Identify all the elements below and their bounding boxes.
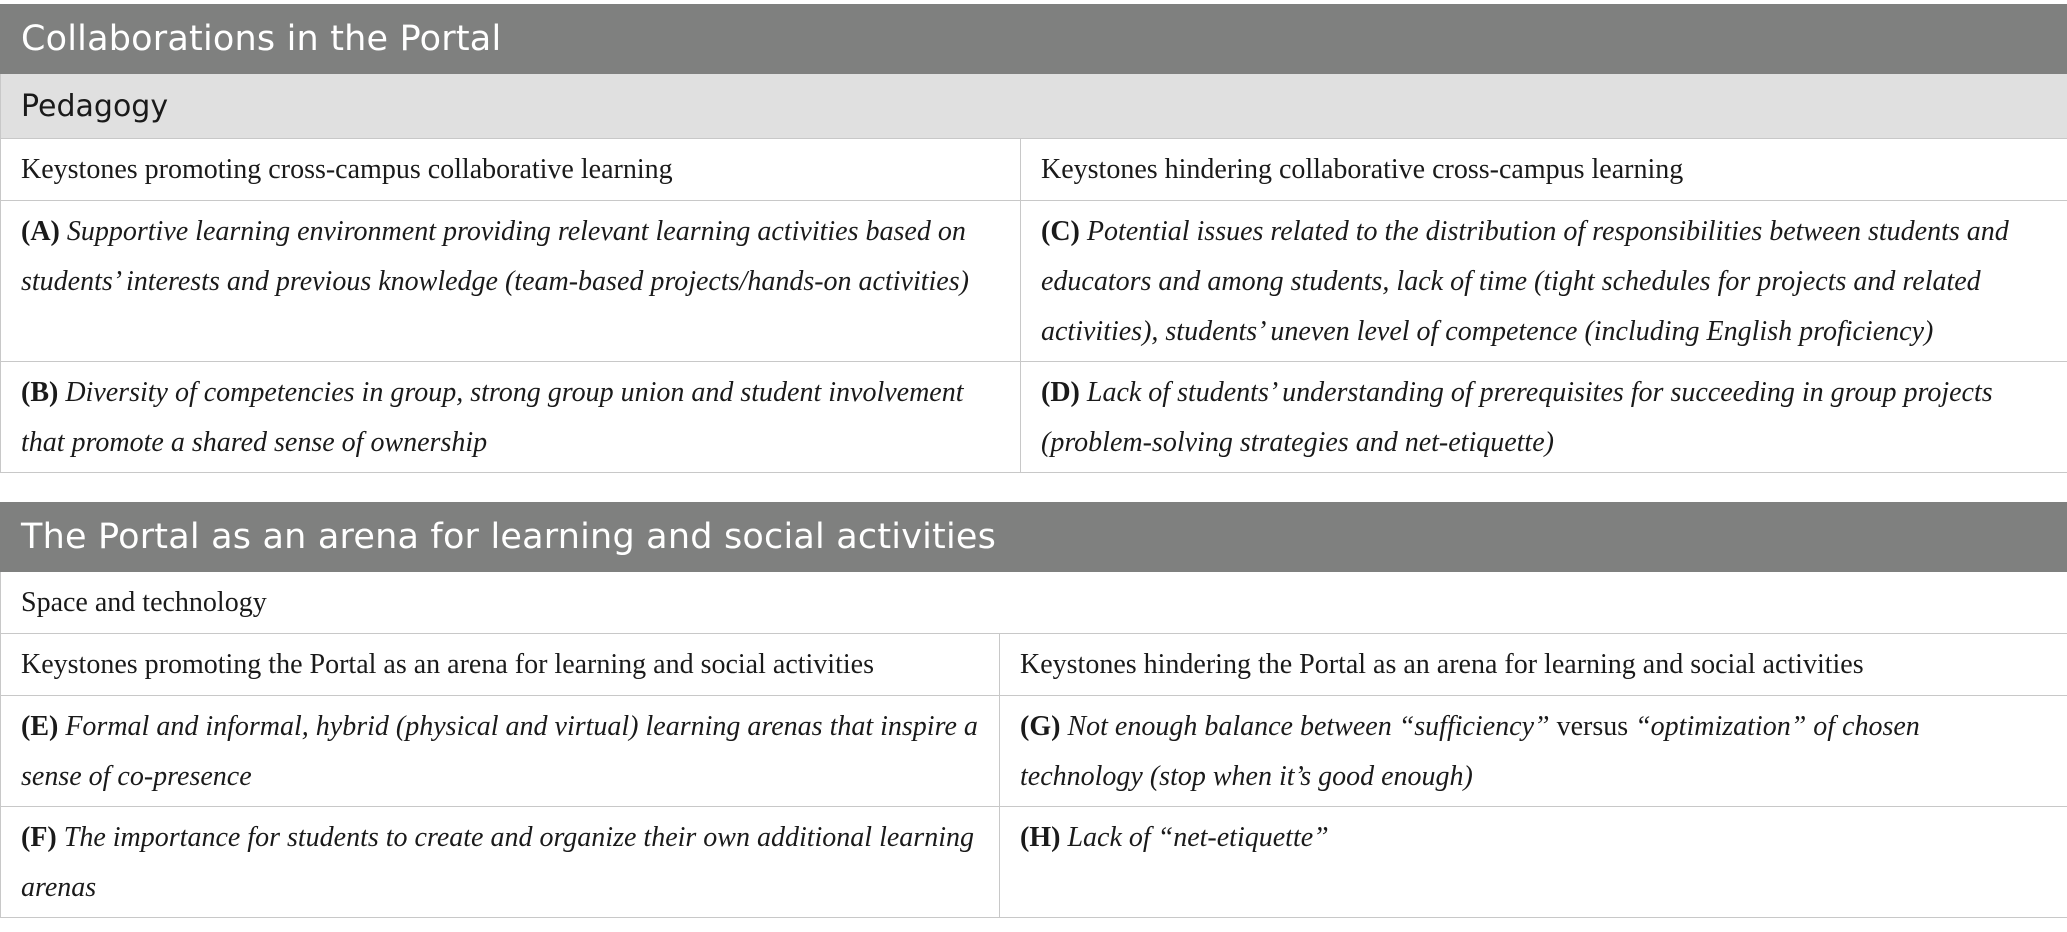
cell-label: (H) — [1020, 822, 1061, 853]
cell-text: Supportive learning environment providing relevant learning activities based on students’ interests and previous knowledge (team-based projects/hands-on activities) — [21, 216, 969, 297]
cell-b — [1, 362, 1021, 473]
table-row — [1, 696, 2067, 807]
subtitle-row — [1, 74, 2067, 139]
column-header-promoting: Keystones promoting the Portal as an arena for learning and social activities — [1, 634, 1000, 696]
column-header-row — [1, 139, 2067, 201]
cell-text: “optimization” of chosen technology (stop when it’s good enough) — [1020, 711, 1920, 792]
section-title-row — [1, 5, 2067, 74]
column-header-hindering: Keystones hindering collaborative cross-campus learning — [1021, 139, 2067, 201]
cell-g — [1000, 696, 2067, 807]
section-subtitle: Pedagogy — [1, 74, 2067, 139]
cell-label: (E) — [21, 711, 59, 742]
column-header-row — [1, 634, 2067, 696]
cell-h — [1000, 807, 2067, 918]
cell-text: Potential issues related to the distribution of responsibilities between students and educators and among students, lack of time (tight schedules for projects and related activities), students’ uneven level of competence (including English proficiency) — [1041, 216, 2009, 347]
cell-text: Diversity of competencies in group, strong group union and student involvement that promote a shared sense of ownership — [21, 377, 964, 458]
portal-arena-table — [0, 502, 2067, 918]
cell-text: Not enough balance between “sufficiency” — [1067, 711, 1550, 742]
cell-label: (F) — [21, 822, 57, 853]
column-header-promoting: Keystones promoting cross-campus collaborative learning — [1, 139, 1021, 201]
cell-text: Formal and informal, hybrid (physical and virtual) learning arenas that inspire a sense of co-presence — [21, 711, 978, 792]
cell-e — [1, 696, 1000, 807]
cell-label: (C) — [1041, 216, 1080, 247]
cell-text: Lack of students’ understanding of prerequisites for succeeding in group projects (problem-solving strategies and net-etiquette) — [1041, 377, 1993, 458]
cell-text: Lack of “net-etiquette” — [1067, 822, 1329, 853]
section-title: The Portal as an arena for learning and social activities — [1, 503, 2067, 572]
table-row — [1, 807, 2067, 918]
cell-f — [1, 807, 1000, 918]
cell-label: (A) — [21, 216, 60, 247]
cell-c — [1021, 201, 2067, 362]
table-row — [1, 201, 2067, 362]
cell-d — [1021, 362, 2067, 473]
table-row — [1, 362, 2067, 473]
cell-label: (B) — [21, 377, 59, 408]
collaborations-table — [0, 4, 2067, 473]
section-title-row — [1, 503, 2067, 572]
column-header-hindering: Keystones hindering the Portal as an arena for learning and social activities — [1000, 634, 2067, 696]
cell-label: (D) — [1041, 377, 1080, 408]
cell-label: (G) — [1020, 711, 1061, 742]
cell-a — [1, 201, 1021, 362]
subtitle-row — [1, 572, 2067, 634]
cell-text: The importance for students to create and organize their own additional learning arenas — [21, 822, 974, 903]
cell-text-plain: versus — [1556, 711, 1629, 742]
section-subtitle: Space and technology — [1, 572, 2067, 634]
section-title: Collaborations in the Portal — [1, 5, 2067, 74]
